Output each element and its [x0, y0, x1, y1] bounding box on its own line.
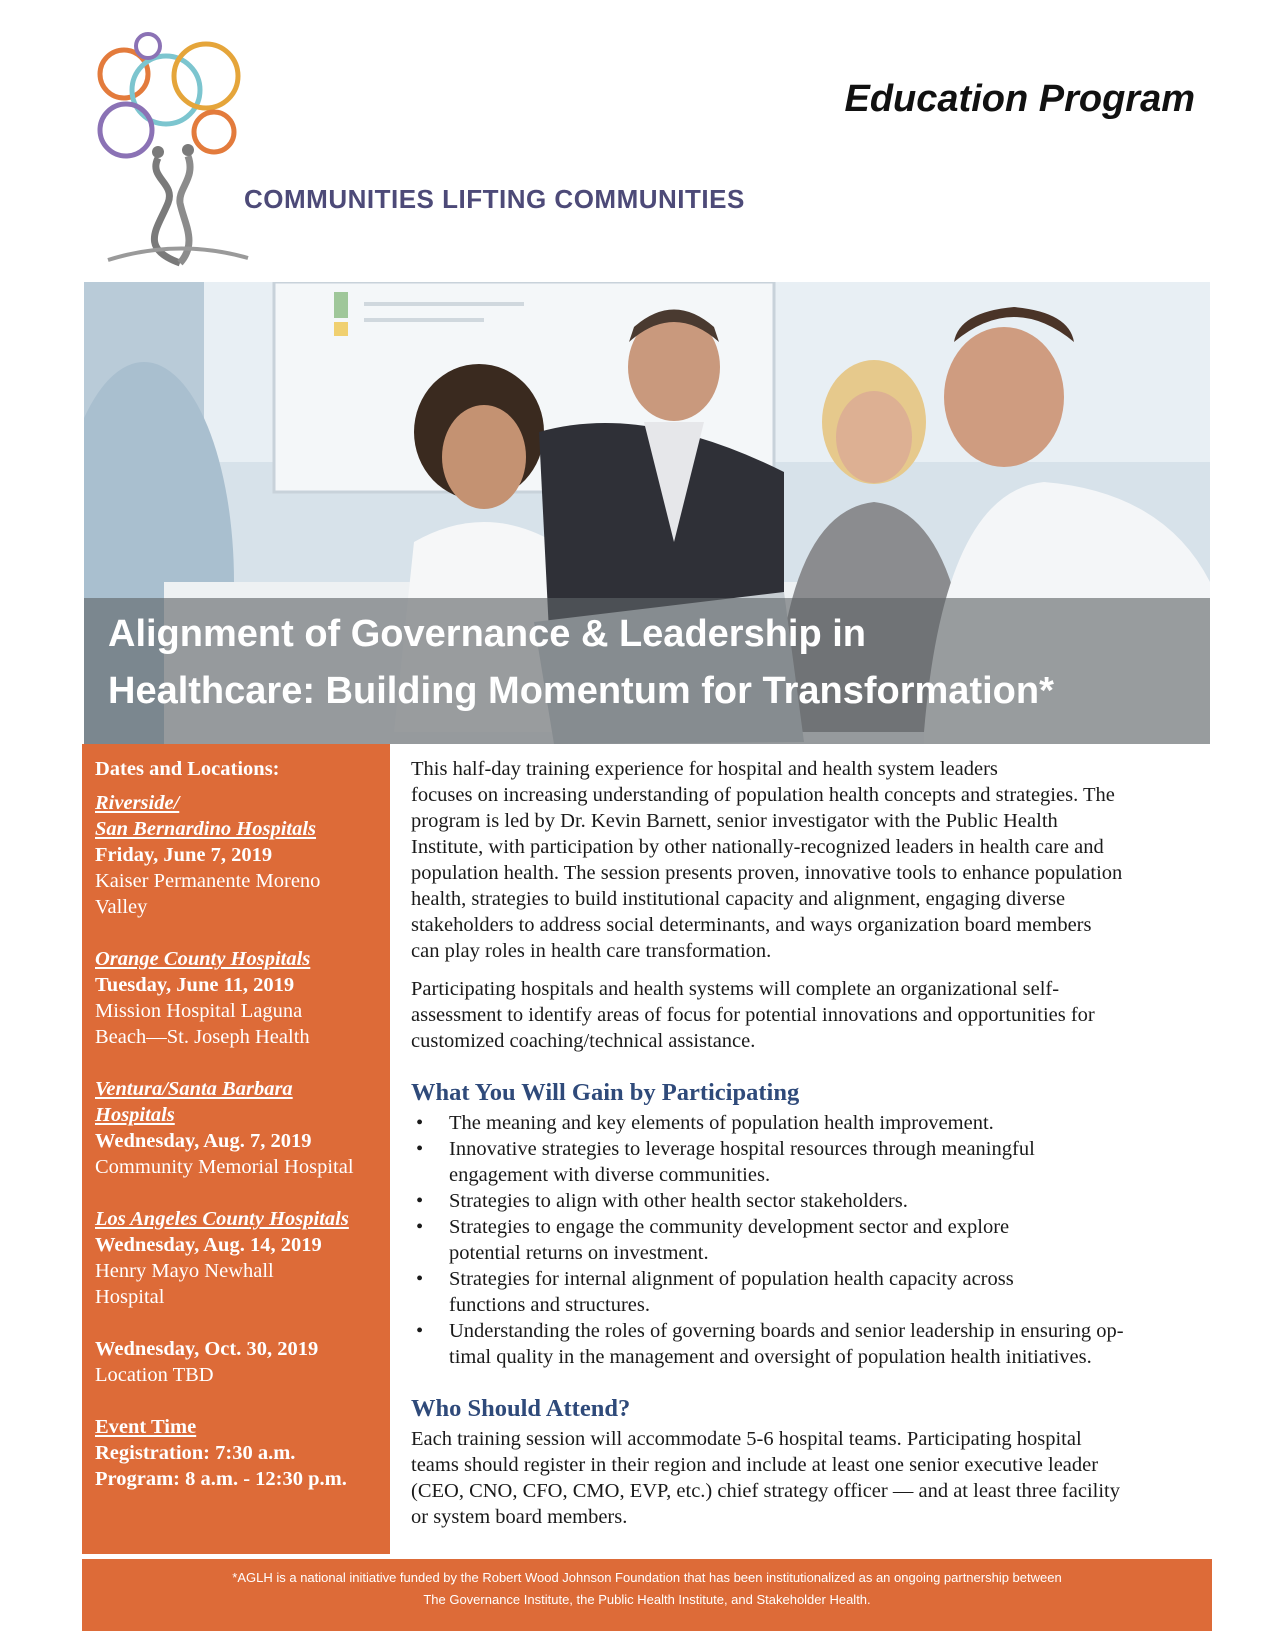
- text-line: assessment to identify areas of focus for potential innovations and opportunities for: [411, 1004, 1095, 1026]
- text-line: This half-day training experience for hospital and health system leaders: [411, 758, 998, 780]
- text-line: potential returns on investment.: [449, 1242, 709, 1264]
- text-line: or system board members.: [411, 1506, 628, 1528]
- location-block: [95, 946, 382, 1050]
- program-label: Education Program: [844, 78, 1195, 120]
- hero-title-line: Healthcare: Building Momentum for Transformation*: [108, 670, 1054, 712]
- footer-line: The Governance Institute, the Public Health Institute, and Stakeholder Health.: [423, 1592, 871, 1607]
- footer-line: *AGLH is a national initiative funded by the Robert Wood Johnson Foundation that has been institutionalized as an ongoing partnership between: [232, 1570, 1062, 1585]
- text-line: teams should register in their region and include at least one senior executive leader: [411, 1454, 1099, 1476]
- text-line: Understanding the roles of governing boards and senior leadership in ensuring op-: [449, 1320, 1124, 1342]
- text-line: Innovative strategies to leverage hospital resources through meaningful: [449, 1138, 1035, 1160]
- hero-title-line: Alignment of Governance & Leadership in: [108, 613, 867, 655]
- region-name: Los Angeles County Hospitals: [95, 1208, 349, 1230]
- text-line: functions and structures.: [449, 1294, 650, 1316]
- text-line: The meaning and key elements of population health improvement.: [449, 1112, 994, 1134]
- text-line: program is led by Dr. Kevin Barnett, senior investigator with the Public Health: [411, 810, 1058, 832]
- region-name: Hospitals: [95, 1104, 175, 1126]
- region-name: Riverside/: [95, 792, 180, 814]
- dates-heading: Dates and Locations:: [95, 758, 280, 780]
- attend-heading: Who Should Attend?: [411, 1395, 631, 1422]
- location-block: [95, 790, 382, 920]
- venue: Hospital: [95, 1286, 165, 1308]
- gain-heading: What You Will Gain by Participating: [411, 1079, 800, 1106]
- hero-title: [108, 606, 1198, 720]
- list-item: [411, 1136, 1211, 1188]
- list-item: [411, 1214, 1211, 1266]
- location-block: [95, 1076, 382, 1180]
- venue: Mission Hospital Laguna: [95, 1000, 303, 1022]
- attend-paragraph: [411, 1426, 1211, 1530]
- hero-photo: [84, 282, 1210, 744]
- location-block: [95, 1206, 382, 1310]
- venue: Valley: [95, 896, 148, 918]
- text-line: health, strategies to build institutional capacity and alignment, engaging diverse: [411, 888, 1066, 910]
- text-line: focuses on increasing understanding of population health concepts and strategies. The: [411, 784, 1115, 806]
- region-name: Ventura/Santa Barbara: [95, 1078, 293, 1100]
- intro-paragraph: [411, 756, 1211, 964]
- venue: Community Memorial Hospital: [95, 1156, 354, 1178]
- org-name: COMMUNITIES LIFTING COMMUNITIES: [244, 184, 745, 214]
- org-logo: [88, 28, 268, 273]
- text-line: Participating hospitals and health systems will complete an organizational self-: [411, 978, 1060, 1000]
- event-date: Friday, June 7, 2019: [95, 844, 273, 866]
- event-date: Tuesday, June 11, 2019: [95, 974, 295, 996]
- location-block: [95, 1336, 382, 1388]
- text-line: Each training session will accommodate 5-6 hospital teams. Participating hospital: [411, 1428, 1082, 1450]
- text-line: stakeholders to address social determinants, and ways organization board members: [411, 914, 1092, 936]
- bullet-icon: •: [416, 1190, 424, 1212]
- list-item: [411, 1188, 1211, 1214]
- bullet-icon: •: [416, 1138, 424, 1160]
- venue: Henry Mayo Newhall: [95, 1260, 274, 1282]
- bullet-icon: •: [416, 1112, 424, 1134]
- text-line: population health. The session presents proven, innovative tools to enhance population: [411, 862, 1123, 884]
- bullet-icon: •: [416, 1268, 424, 1290]
- text-line: Strategies to align with other health sector stakeholders.: [449, 1190, 908, 1212]
- program-time: Program: 8 a.m. - 12:30 p.m.: [95, 1468, 347, 1490]
- venue: Kaiser Permanente Moreno: [95, 870, 321, 892]
- event-time-title: Event Time: [95, 1416, 197, 1438]
- text-line: customized coaching/technical assistance.: [411, 1030, 756, 1052]
- text-line: engagement with diverse communities.: [449, 1164, 771, 1186]
- bullet-icon: •: [416, 1216, 424, 1238]
- bullet-icon: •: [416, 1320, 424, 1342]
- event-time-block: [95, 1414, 382, 1492]
- footer-note: [82, 1559, 1212, 1631]
- venue: Beach—St. Joseph Health: [95, 1026, 310, 1048]
- text-line: timal quality in the management and oversight of population health initiatives.: [449, 1346, 1092, 1368]
- list-item: [411, 1318, 1211, 1370]
- list-item: [411, 1266, 1211, 1318]
- gain-list: [411, 1110, 1211, 1370]
- event-date: Wednesday, Aug. 7, 2019: [95, 1130, 312, 1152]
- region-name: Orange County Hospitals: [95, 948, 311, 970]
- text-line: (CEO, CNO, CFO, CMO, EVP, etc.) chief strategy officer — and at least three facility: [411, 1480, 1120, 1502]
- event-date: Wednesday, Aug. 14, 2019: [95, 1234, 322, 1256]
- text-line: can play roles in health care transformation.: [411, 940, 772, 962]
- region-name: San Bernardino Hospitals: [95, 818, 317, 840]
- text-line: Strategies for internal alignment of population health capacity across: [449, 1268, 1014, 1290]
- registration-time: Registration: 7:30 a.m.: [95, 1442, 296, 1464]
- venue: Location TBD: [95, 1364, 214, 1386]
- main-content: [411, 756, 1211, 1542]
- dates-locations-panel: [82, 744, 390, 1554]
- event-date: Wednesday, Oct. 30, 2019: [95, 1338, 319, 1360]
- assessment-paragraph: [411, 976, 1211, 1054]
- list-item: [411, 1110, 1211, 1136]
- text-line: Strategies to engage the community development sector and explore: [449, 1216, 1010, 1238]
- text-line: Institute, with participation by other nationally-recognized leaders in health care and: [411, 836, 1104, 858]
